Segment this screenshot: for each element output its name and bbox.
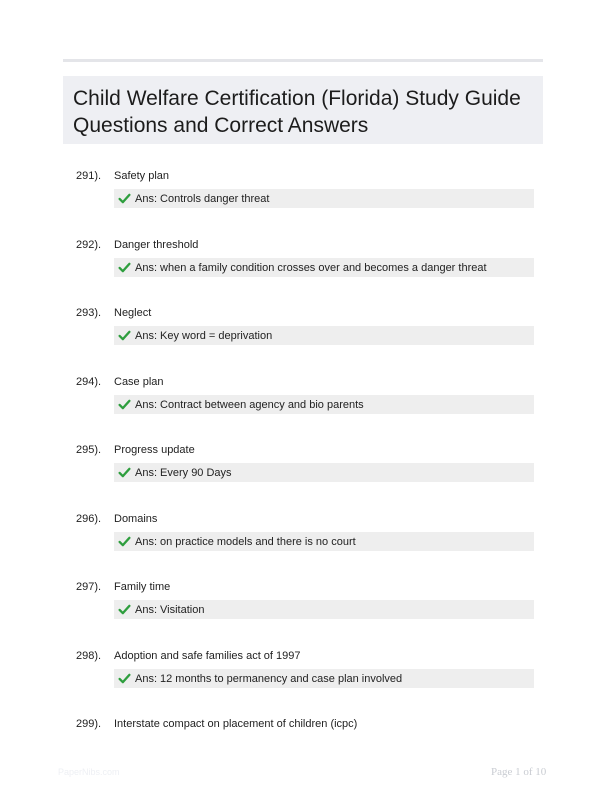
answer-prefix: Ans: <box>135 603 158 616</box>
answer-box <box>114 532 534 551</box>
answer-text: Contract between agency and bio parents <box>160 398 364 411</box>
answer-prefix: Ans: <box>135 672 158 685</box>
question-text: Adoption and safe families act of 1997 <box>114 650 301 662</box>
footer-watermark: PaperNibs.com <box>58 767 120 777</box>
answer-box <box>114 669 534 688</box>
question-text: Danger threshold <box>114 239 199 251</box>
page-indicator: Page 1 of 10 <box>491 766 547 778</box>
answer-prefix: Ans: <box>135 535 158 548</box>
question-number: 295). <box>76 444 102 456</box>
check-icon <box>118 329 131 342</box>
question-text: Interstate compact on placement of children (icpc) <box>114 718 358 730</box>
answer-box <box>114 326 534 345</box>
question-number: 292). <box>76 239 102 251</box>
question-text: Neglect <box>114 307 152 319</box>
question-number: 298). <box>76 650 102 662</box>
check-icon <box>118 398 131 411</box>
check-icon <box>118 192 131 205</box>
question-text: Progress update <box>114 444 195 456</box>
check-icon <box>118 603 131 616</box>
answer-box <box>114 600 534 619</box>
check-icon <box>118 535 131 548</box>
answer-text: Key word = deprivation <box>160 329 273 342</box>
answer-text: Controls danger threat <box>160 192 270 205</box>
question-text: Safety plan <box>114 170 170 182</box>
question-number: 297). <box>76 581 102 593</box>
answer-text: on practice models and there is no court <box>160 535 356 548</box>
answer-box <box>114 189 534 208</box>
question-number: 291). <box>76 170 102 182</box>
answer-text: Every 90 Days <box>160 466 232 479</box>
answer-box <box>114 395 534 414</box>
answer-prefix: Ans: <box>135 192 158 205</box>
check-icon <box>118 672 131 685</box>
question-text: Family time <box>114 581 171 593</box>
answer-text: 12 months to permanency and case plan involved <box>160 672 403 685</box>
question-number: 296). <box>76 513 102 525</box>
document-title-line-1: Child Welfare Certification (Florida) Study Guide <box>73 87 521 110</box>
question-text: Domains <box>114 513 158 525</box>
answer-box <box>114 463 534 482</box>
document-title-line-2: Questions and Correct Answers <box>73 114 369 137</box>
top-divider <box>63 59 543 62</box>
title-block <box>63 76 543 144</box>
answer-prefix: Ans: <box>135 466 158 479</box>
check-icon <box>118 466 131 479</box>
question-number: 294). <box>76 376 102 388</box>
answer-box <box>114 258 534 277</box>
answer-text: when a family condition crosses over and becomes a danger threat <box>160 261 487 274</box>
answer-text: Visitation <box>160 603 205 616</box>
question-text: Case plan <box>114 376 164 388</box>
answer-prefix: Ans: <box>135 329 158 342</box>
answer-prefix: Ans: <box>135 261 158 274</box>
check-icon <box>118 261 131 274</box>
question-number: 293). <box>76 307 102 319</box>
answer-prefix: Ans: <box>135 398 158 411</box>
question-number: 299). <box>76 718 102 730</box>
